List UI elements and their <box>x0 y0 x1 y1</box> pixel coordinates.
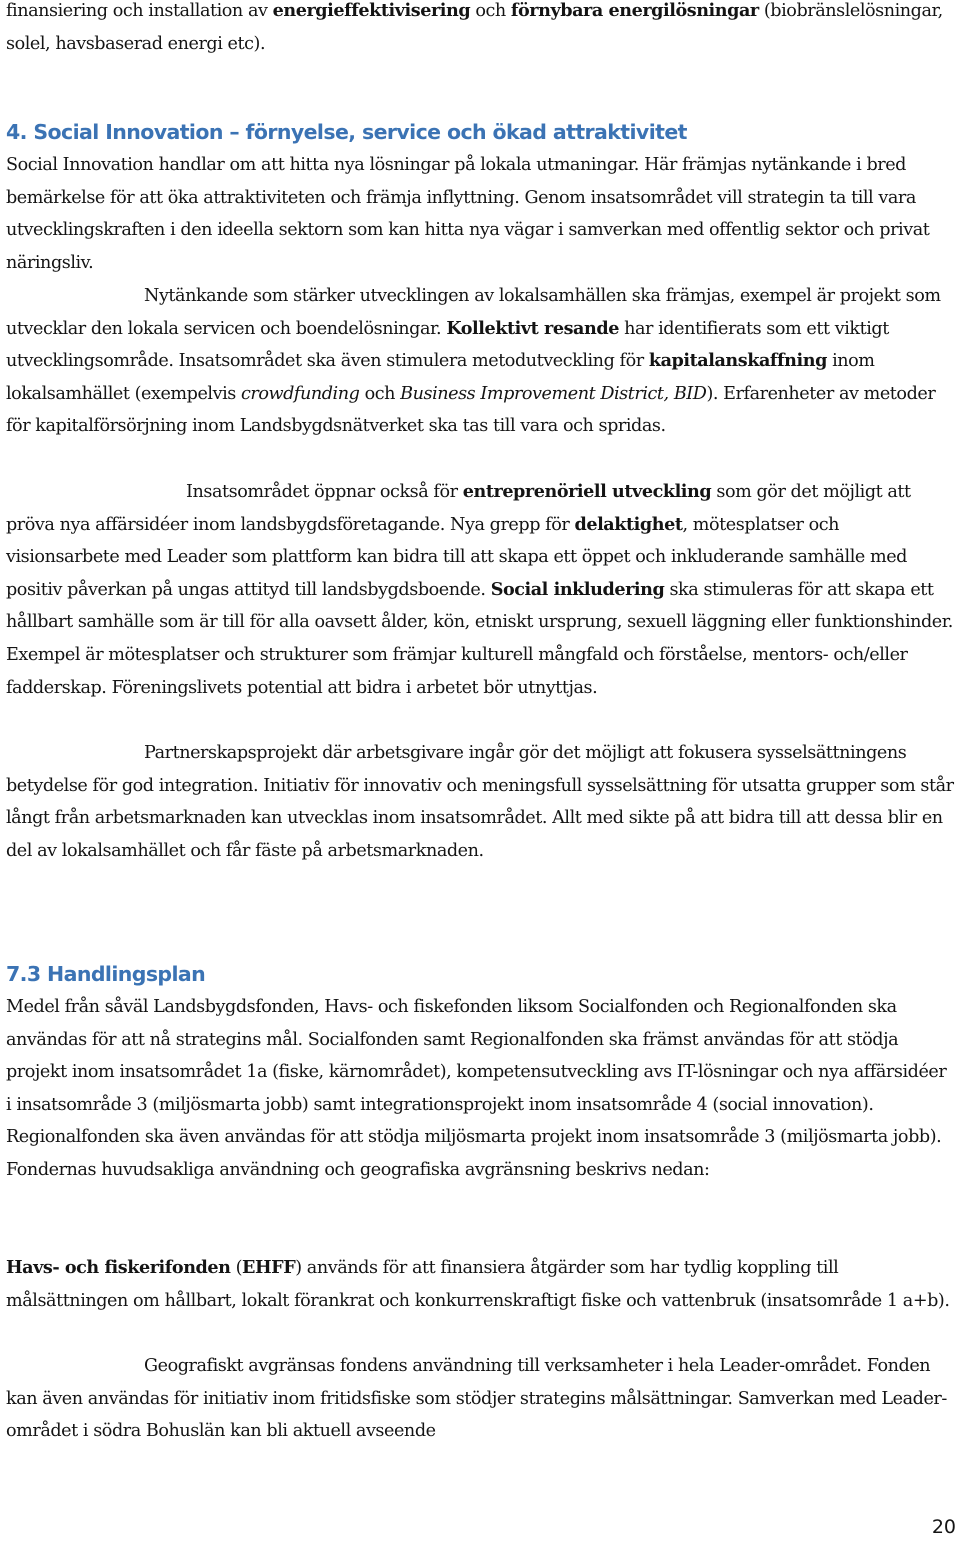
text-run: ( <box>230 1258 243 1278</box>
bold-term: entreprenöriell utveckling <box>462 481 712 502</box>
bold-term: Kollektivt resande <box>446 317 619 339</box>
bold-term: Social inkludering <box>490 578 665 600</box>
paragraph-geografiskt: Geografiskt avgränsas fondens användning till verksamheter i hela Leader-området. Fonden kan även användas för initiativ inom fritidsfiske som stödjer strategins målsättningar. Samverkan med Leader-området i södra Bohuslän kan bli aktuell avseende <box>6 1356 947 1442</box>
text-run: Nytänkande som stärker utvecklingen av lokalsamhällen ska främjas, exempel är projekt som utvecklar den lokala servicen och boendelösningar. <box>6 286 941 339</box>
text-run: har identifierats som ett viktigt utvecklingsområde. Insatsområdet ska även stimulera metodutveckling för <box>6 318 889 372</box>
paragraph-nytankande <box>6 280 954 443</box>
section-heading-4: 4. Social Innovation – förnyelse, service och ökad attraktivitet <box>6 120 687 144</box>
paragraph-entreprenoriell <box>6 476 954 704</box>
text-run: finansiering och installation av <box>6 1 273 21</box>
italic-term: crowdfunding <box>240 383 360 404</box>
text-run: ). Erfarenheter av metoder för kapitalförsörjning inom Landsbygdsnätverket ska tas till vara och spridas. <box>6 383 936 437</box>
text-run: inom lokalsamhället (exempelvis <box>6 351 875 404</box>
text-run: , mötesplatser och visionsarbete med Leader som plattform kan bidra till att skapa ett öppet och inkluderande samhälle med positiv påverkan på ungas attityd till landsbygdsboende. <box>6 514 907 600</box>
paragraph-partnerskap: Partnerskapsprojekt där arbetsgivare ingår gör det möjligt att fokusera sysselsättningens betydelse för god integration. Initiativ för innovativ och meningsfull sysselsättning för utsatta grupper som står långt från arbetsmarknaden kan utvecklas inom insatsområdet. Allt med sikte på att bidra till att dessa blir en del av lokalsamhället och får fäste på arbetsmarknaden. <box>6 743 954 861</box>
text-run: ) används för att finansiera åtgärder som har tydlig koppling till målsättningen om hållbart, lokalt förankrat och konkurrenskraftigt fiske och vattenbruk (insatsområde 1 a+b). <box>6 1258 950 1311</box>
text-run: (biobränslelösningar, solel, havsbaserad energi etc). <box>6 1 943 54</box>
bold-term: Havs- och fiskerifonden <box>6 1257 231 1278</box>
section-heading-7-3: 7.3 Handlingsplan <box>6 962 206 986</box>
text-run: Insatsområdet öppnar också för <box>186 482 463 502</box>
text-run: och <box>359 383 401 404</box>
paragraph-social-innovation: Social Innovation handlar om att hitta nya lösningar på lokala utmaningar. Här främjas nytänkande i bred bemärkelse för att öka attraktiviteten och främja inflyttning. Genom insatsområdet vill strategin ta till vara utvecklingskraften i den ideella sektorn som kan hitta nya vägar i samverkan med offentlig sektor och privat näringsliv. <box>6 155 930 273</box>
bold-term: EHFF <box>242 1257 296 1278</box>
italic-term: Business Improvement District, BID <box>400 383 707 404</box>
bold-term: delaktighet <box>574 513 683 535</box>
text-run: som gör det möjligt att pröva nya affärsidéer inom landsbygdsföretagande. Nya grepp för <box>6 482 911 535</box>
bold-term: energieffektivisering <box>272 0 471 21</box>
text-run: och <box>470 1 511 21</box>
text-run: ska stimuleras för att skapa ett hållbart samhälle som är till för alla oavsett ålder, kön, etniskt ursprung, sexuell läggning eller funktionshinder. Exempel är mötesplatser och strukturer som främjar kulturell mångfald och förståelse, mentors- och/eller fadderskap. Föreningslivets potential att bidra i arbetet bör utnyttjas. <box>6 579 953 698</box>
page-number: 20 <box>931 1516 956 1538</box>
bold-term: kapitalanskaffning <box>648 350 827 372</box>
intro-paragraph <box>6 0 954 60</box>
paragraph-handlingsplan: Medel från såväl Landsbygdsfonden, Havs- och fiskefonden liksom Socialfonden och Regionalfonden ska användas för att nå strategins mål. Socialfonden samt Regionalfonden ska främst användas för att stödja projekt inom insatsområdet 1a (fiske, kärnområdet), kompetensutveckling avs IT-lösningar och nya affärsidéer i insatsområde 3 (miljösmarta jobb) samt integrationsprojekt inom insatsområde 4 (social innovation). Regionalfonden ska även användas för att stödja miljösmarta projekt inom insatsområde 3 (miljösmarta jobb). Fondernas huvudsakliga användning och geografiska avgränsning beskrivs nedan: <box>6 997 947 1180</box>
bold-term: förnybara energilösningar <box>510 0 759 21</box>
paragraph-ehff <box>6 1252 954 1317</box>
